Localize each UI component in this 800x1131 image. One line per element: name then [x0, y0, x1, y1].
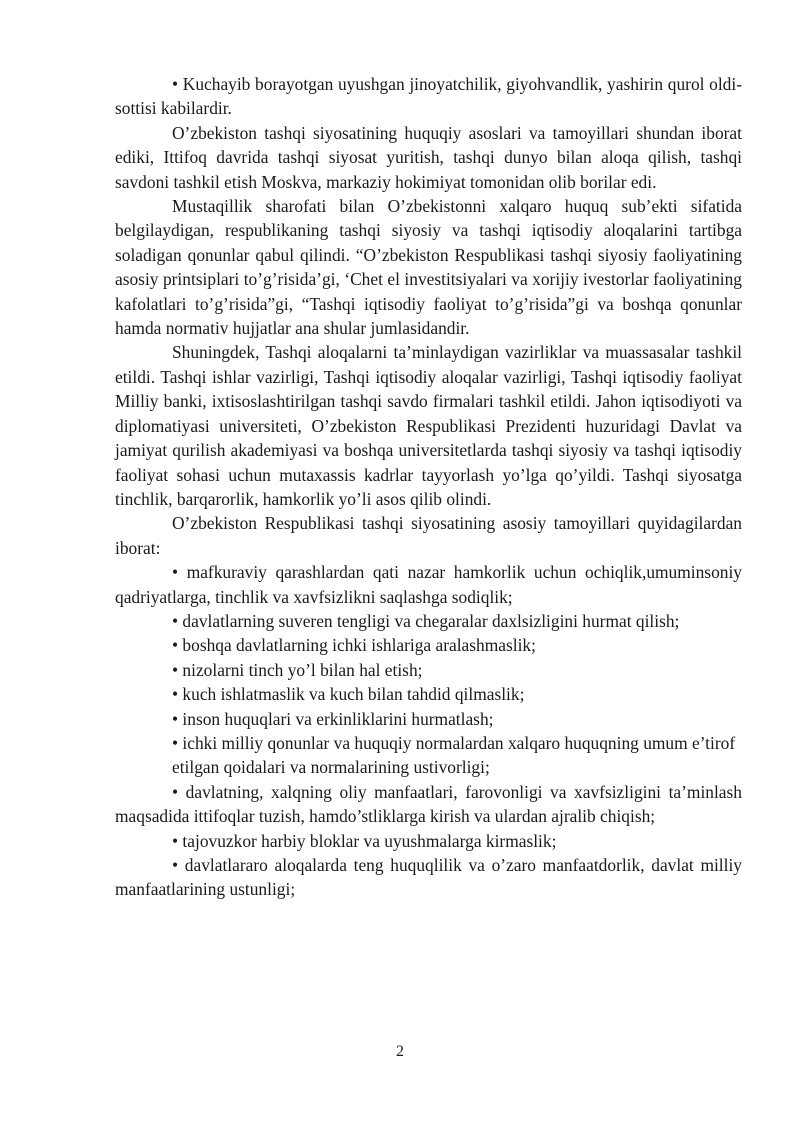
paragraph-legal-foundations: O’zbekiston tashqi siyosatining huquqiy asoslari va tamoyillari shundan iborat ediki, Ittifoq davrida tashqi siyosat yuritish, tashqi dunyo bilan aloqa qilish, tashqi savdoni tashkil etish Moskva, markaziy hokimiyat tomonidan olib borilar edi.	[115, 122, 742, 192]
paragraph-crime-list: • Kuchayib borayotgan uyushgan jinoyatchilik, giyohvandlik, yashirin qurol oldi-sottisi kabilardir.	[115, 74, 742, 119]
paragraph-principles-intro: O’zbekiston Respublikasi tashqi siyosatining asosiy tamoyillari quyidagilardan iborat:	[115, 513, 742, 558]
list-item-military-blocs: • tajovuzkor harbiy bloklar va uyushmalarga kirmaslik;	[172, 830, 557, 851]
list-item-peaceful-resolution: • nizolarni tinch yo’l bilan hal etish;	[172, 659, 423, 680]
list-item-non-use-of-force: • kuch ishlatmaslik va kuch bilan tahdid qilmaslik;	[172, 684, 525, 705]
list-item-non-interference: • boshqa davlatlarning ichki ishlariga aralashmaslik;	[172, 635, 536, 656]
list-item-alliances: • davlatning, xalqning oliy manfaatlari, farovonligi va xavfsizligini ta’minlash maqsadida ittifoqlar tuzish, hamdo’stliklarga kirish va ulardan ajralib chiqish;	[115, 781, 742, 827]
paragraph-ministries: Shuningdek, Tashqi aloqalarni ta’minlaydigan vazirliklar va muassasalar tashkil etildi. Tashqi ishlar vazirligi, Tashqi iqtisodiy aloqalar vazirligi, Tashqi iqtisodiy faoliyat Milliy banki, ixtisoslashtirilgan tashqi savdo firmalari tashkil etildi. Jahon iqtisodiyoti va diplomatiyasi universiteti, O’zbekiston Respublikasi Prezidenti huzuridagi Davlat va jamiyat qurilish akademiyasi va boshqa universitetlarda tashqi siyosiy va tashqi iqtisodiy faoliyat sohasi uchun mutaxassis kadrlar tayyorlash yo’lga qo’yildi. Tashqi siyosatga tinchlik, barqarorlik, hamkorlik yo’li asos qilib olindi.	[115, 342, 742, 509]
page-number: 2	[396, 1043, 404, 1060]
list-item-sovereignty: • davlatlarning suveren tengligi va chegaralar daxlsizligini hurmat qilish;	[172, 610, 680, 631]
list-item-openness: • mafkuraviy qarashlardan qati nazar hamkorlik uchun ochiqlik,umuminsoniy qadriyatlarga, tinchlik va xavfsizlikni saqlashga sodiqlik;	[115, 562, 742, 607]
list-item-human-rights: • inson huquqlari va erkinliklarini hurmatlash;	[172, 708, 494, 729]
list-item-equal-rights: • davlatlararo aloqalarda teng huquqlilik va o’zaro manfaatdorlik, davlat milliy manfaatlarining ustunligi;	[115, 855, 742, 900]
list-item-international-law: • ichki milliy qonunlar va huquqiy normalardan xalqaro huquqning umum e’tirof	[172, 732, 736, 753]
document-body	[115, 72, 742, 902]
list-item-international-law-continued: etilgan qoidalari va normalarining ustivorligi;	[172, 757, 490, 778]
paragraph-independence-laws: Mustaqillik sharofati bilan O’zbekistonni xalqaro huquq sub’ekti sifatida belgilaydigan, respublikaning tashqi siyosiy va tashqi iqtisodiy aloqalarini tartibga soladigan qonunlar qabul qilindi. “O’zbekiston Respublikasi tashqi siyosiy faoliyatining asosiy printsiplari to’g’risida’gi, ‘Chet el investitsiyalari va xorijiy ivestorlar faoliyatining kafolatlari to’g’risida”gi, “Tashqi iqtisodiy faoliyat to’g’risida”gi va boshqa qonunlar hamda normativ hujjatlar ana shular jumlasidandir.	[115, 196, 742, 339]
